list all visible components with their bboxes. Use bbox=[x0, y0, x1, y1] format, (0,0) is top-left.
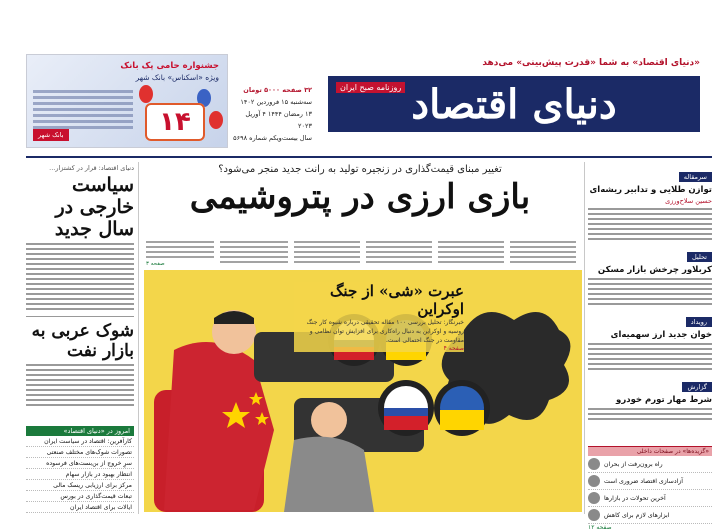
digest-item-label: آزادسازی اقتصاد ضروری است bbox=[604, 477, 683, 485]
editorial-text bbox=[588, 208, 712, 240]
list-item[interactable]: ایالات برای اقتصاد ایران bbox=[26, 502, 134, 513]
analysis-text bbox=[588, 278, 712, 305]
digest-item[interactable] bbox=[588, 490, 712, 507]
left-headline-oil-shock[interactable]: شوک عربی به بازار نفت bbox=[31, 321, 134, 361]
issue-date-persian: سه‌شنبه ۱۵ فروردین ۱۴۰۲ bbox=[240, 98, 312, 106]
left-headline-foreign-policy[interactable]: سیاست خارجی در سال جدید bbox=[54, 174, 134, 240]
cartoon-page-link[interactable]: صفحه ۴ bbox=[443, 345, 464, 352]
section-tag-editorial: سرمقاله bbox=[679, 172, 712, 182]
list-item[interactable]: تصورات شوک‌های مختلف صنعتی bbox=[26, 447, 134, 458]
analysis-headline[interactable]: کربلاور چرخش بازار مسکن bbox=[597, 265, 712, 275]
digest-item-label: آخرین تحولات در بازارها bbox=[604, 494, 666, 502]
left-article-text bbox=[26, 243, 134, 310]
lead-column bbox=[294, 238, 360, 268]
left-kicker: دنیای اقتصاد: قرار در کشتزار... bbox=[49, 164, 134, 172]
editorial-author: حسین سلاح‌ورزی bbox=[665, 197, 712, 205]
main-kicker: تغییر مبنای قیمت‌گذاری در زنجیره تولید به رانت جدید منجر می‌شود؟ bbox=[218, 164, 502, 175]
digest-item-label: ابزارهای لازم برای کاهش bbox=[604, 511, 670, 519]
balloon-icon bbox=[209, 111, 223, 129]
masthead-tagline: «دنیای اقتصاد» به شما «قدرت پیش‌بینی» می‌دهد bbox=[482, 58, 700, 68]
list-item[interactable]: کارآفرین: اقتصاد در سیاست ایران bbox=[26, 436, 134, 447]
digest-item-label: راه برون‌رفت از بحران bbox=[604, 460, 663, 468]
section-tag-analysis: تحلیل bbox=[687, 252, 712, 262]
ad-subtitle: ویژه «اسکناس» بانک شهر bbox=[135, 73, 219, 82]
issue-number: سال بیست‌ویکم شماره ۵۶۹۸ bbox=[233, 134, 312, 142]
avatar bbox=[588, 475, 600, 487]
lead-column bbox=[366, 238, 432, 268]
digest-item[interactable] bbox=[588, 473, 712, 490]
avatar bbox=[588, 458, 600, 470]
more-link[interactable]: صفحه ۳ bbox=[146, 261, 165, 267]
ad-title: جشنواره حامی پک بانک bbox=[120, 61, 219, 71]
masthead-logo[interactable] bbox=[328, 76, 700, 132]
ad-badge: ۱۴ bbox=[145, 103, 205, 141]
masthead bbox=[318, 50, 710, 146]
balloon-icon bbox=[139, 85, 153, 103]
event-text bbox=[588, 343, 712, 370]
issue-date-hijri: ۱۳ رمضان ۱۴۴۴ ۴ آوریل ۲۰۲۳ bbox=[245, 110, 312, 130]
avatar bbox=[588, 492, 600, 504]
issue-info bbox=[232, 84, 312, 142]
figure-shape-2 bbox=[284, 437, 374, 512]
newspaper-title: دنیای اقتصاد bbox=[411, 80, 617, 128]
bank-logo: بانک شهر bbox=[33, 129, 69, 141]
lead-column bbox=[220, 238, 288, 268]
list-item[interactable]: انتظار بهبود در بازار سهام bbox=[26, 469, 134, 480]
cartoon-title[interactable]: عبرت «شی» از جنگ اوکراین bbox=[330, 282, 464, 318]
today-list-title: امروز در «دنیای اقتصاد» bbox=[26, 426, 134, 436]
lead-column bbox=[438, 238, 504, 268]
column-divider bbox=[584, 162, 585, 514]
main-headline[interactable]: بازی ارزی در پتروشیمی bbox=[189, 177, 531, 217]
left-column bbox=[26, 164, 134, 514]
right-column bbox=[588, 164, 712, 531]
more-link[interactable]: صفحه ۱۲ bbox=[588, 524, 612, 531]
lead-text bbox=[146, 238, 576, 268]
section-tag-event: رویداد bbox=[686, 317, 712, 327]
main-story bbox=[140, 164, 580, 236]
report-headline[interactable]: شرط مهار تورم خودرو bbox=[616, 395, 712, 405]
list-item[interactable]: سرِ خروج از بن‌بست‌های فرسوده bbox=[26, 458, 134, 469]
avatar bbox=[588, 509, 600, 521]
digest-box bbox=[588, 446, 712, 531]
lead-column bbox=[146, 238, 214, 268]
digest-title: «گزیده‌ها» در صفحات داخلی bbox=[588, 447, 712, 456]
advertisement[interactable] bbox=[26, 54, 228, 148]
issue-price: ۳۲ صفحه ۵۰۰۰ تومان bbox=[243, 86, 312, 94]
lead-column bbox=[510, 238, 576, 268]
editorial-headline[interactable]: توازن طلایی و تدابیر ریشه‌ای bbox=[589, 185, 712, 195]
cartoon[interactable] bbox=[144, 270, 582, 512]
today-list bbox=[26, 426, 134, 513]
list-item[interactable]: تبعات قیمت‌گذاری در بورس bbox=[26, 491, 134, 502]
cartoon-body: خبرنگار: تحلیل بررسی ۱۰۰ مقاله تحقیقی درباره شیوه کار جنگ روسیه و اوکراین به دنبال راه‌کاری برای افزایش توان نظامی و مقاومت در جنگ احتمالی است. bbox=[306, 319, 464, 344]
masthead-divider bbox=[26, 156, 712, 158]
figure-head-2 bbox=[311, 402, 347, 438]
digest-item[interactable] bbox=[588, 507, 712, 524]
digest-item[interactable] bbox=[588, 456, 712, 473]
left-article-text-2 bbox=[26, 364, 134, 406]
column-divider bbox=[138, 162, 139, 514]
list-item[interactable]: مرکز برای ارزیابی ریسک مالی bbox=[26, 480, 134, 491]
cartoon-caption bbox=[294, 282, 464, 352]
report-text bbox=[588, 408, 712, 420]
ad-text-block bbox=[33, 87, 133, 132]
event-headline[interactable]: خوان جدید ارز سهمیه‌ای bbox=[610, 330, 712, 340]
newspaper-subtitle: روزنامه صبح ایران bbox=[336, 82, 405, 93]
section-tag-report: گزارش bbox=[682, 382, 712, 392]
